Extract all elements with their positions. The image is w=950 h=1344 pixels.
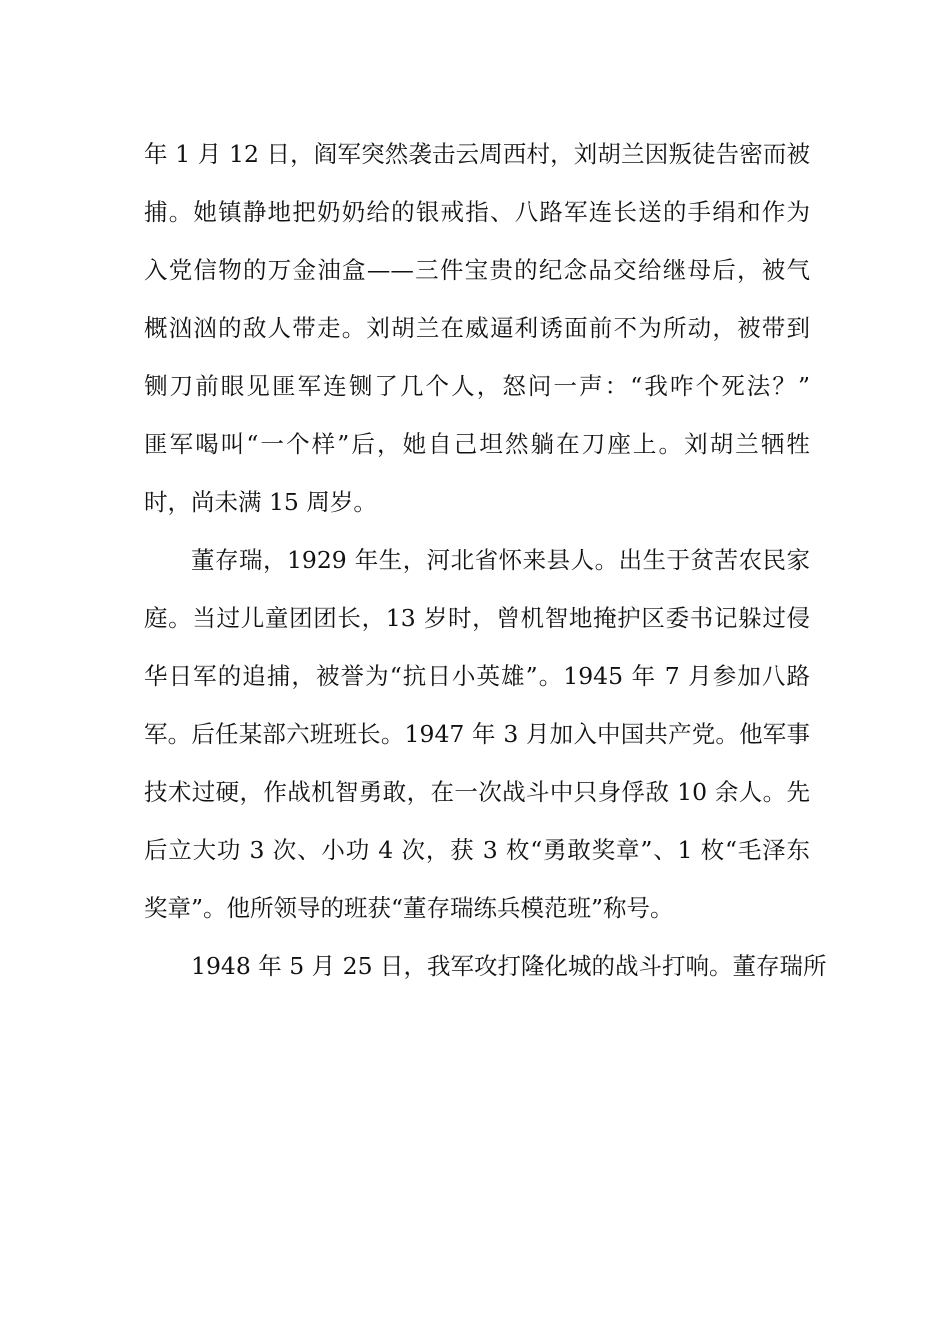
text-line-10: 华日军的追捕，被誉为“抗日小英雄”。1945 年 7 月参加八路: [144, 662, 810, 690]
text-line-9: 庭。当过儿童团团长，13 岁时，曾机智地掩护区委书记躲过侵: [144, 604, 810, 632]
text-line-7: 时，尚未满 15 周岁。: [144, 488, 377, 516]
text-line-8: 董存瑞，1929 年生，河北省怀来县人。出生于贫苦农民家: [191, 546, 810, 574]
text-line-3: 入党信物的万金油盒——三件宝贵的纪念品交给继母后，被气: [144, 256, 810, 284]
text-line-11: 军。后任某部六班班长。1947 年 3 月加入中国共产党。他军事: [144, 720, 810, 748]
text-line-13: 后立大功 3 次、小功 4 次，获 3 枚“勇敢奖章”、1 枚“毛泽东: [144, 836, 810, 864]
text-line-15: 1948 年 5 月 25 日，我军攻打隆化城的战斗打响。董存瑞所: [191, 952, 827, 980]
body-text: [144, 128, 827, 998]
text-line-5: 铡刀前眼见匪军连铡了几个人，怒问一声：“我咋个死法？”: [144, 372, 810, 400]
text-line-1: 年 1 月 12 日，阎军突然袭击云周西村，刘胡兰因叛徒告密而被: [144, 140, 810, 168]
text-line-14: 奖章”。他所领导的班获“董存瑞练兵模范班”称号。: [144, 894, 674, 922]
text-line-2: 捕。她镇静地把奶奶给的银戒指、八路军连长送的手绢和作为: [144, 198, 810, 226]
text-line-12: 技术过硬，作战机智勇敢，在一次战斗中只身俘敌 10 余人。先: [144, 778, 810, 806]
text-line-6: 匪军喝叫“一个样”后，她自己坦然躺在刀座上。刘胡兰牺牲: [144, 430, 810, 458]
text-line-4: 概汹汹的敌人带走。刘胡兰在威逼利诱面前不为所动，被带到: [144, 314, 810, 342]
